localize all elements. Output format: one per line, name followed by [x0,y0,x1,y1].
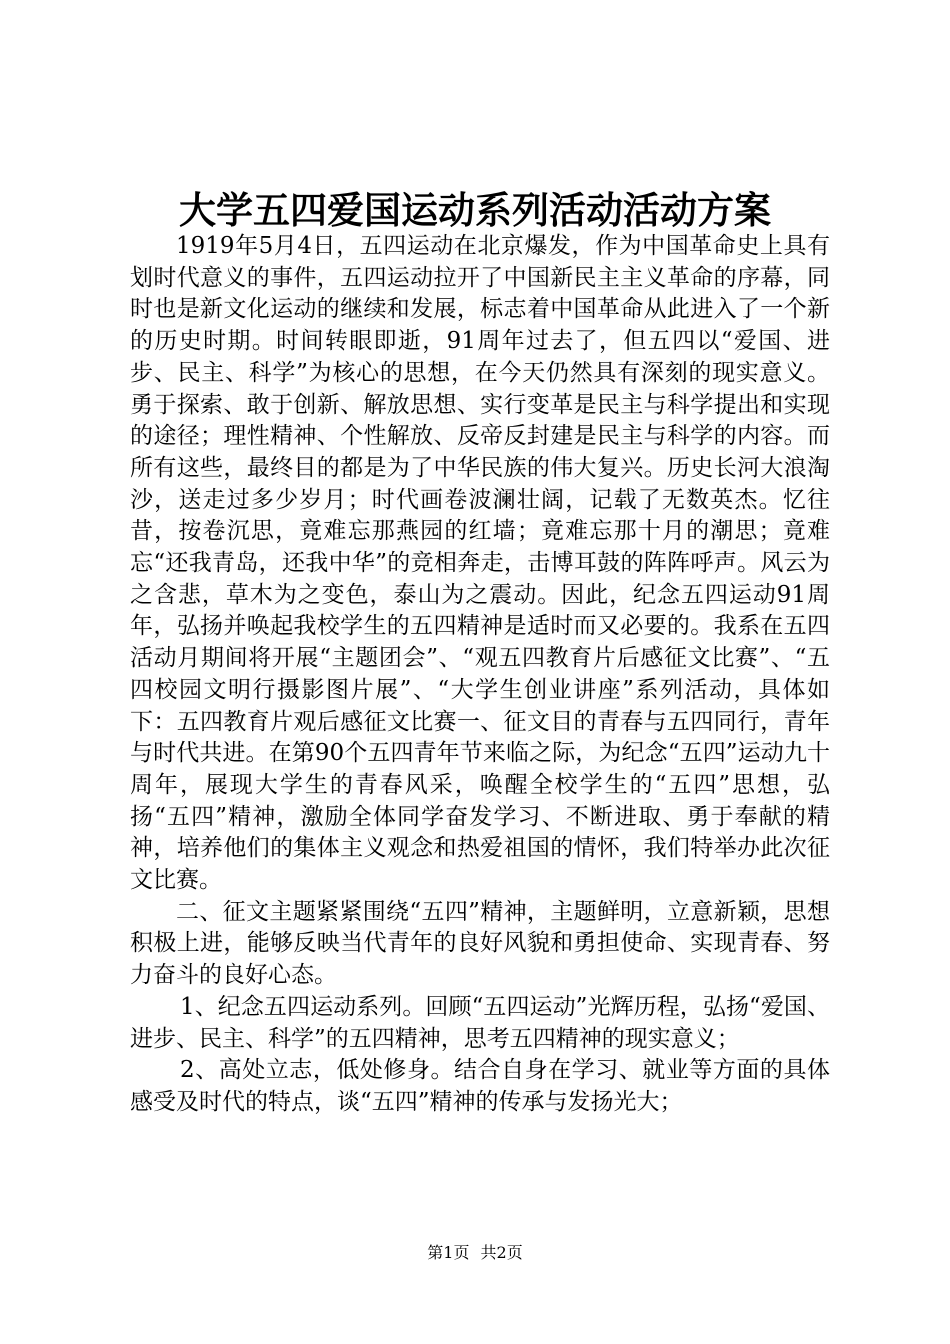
paragraph-theme: 二、征文主题紧紧围绕“五四”精神，主题鲜明，立意新颖，思想积极上进，能够反映当代青年的良好风貌和勇担使命、实现青春、努力奋斗的良好心态。 [130,898,830,989]
paragraph-item-1: 1、纪念五四运动系列。回顾“五四运动”光辉历程，弘扬“爱国、进步、民主、科学”的五四精神，思考五四精神的现实意义； [130,993,830,1052]
page-total: 共2页 [480,1243,523,1262]
page-footer [0,1243,950,1263]
document-body [130,231,830,1119]
paragraph-intro: 1919年5月4日，五四运动在北京爆发，作为中国革命史上具有划时代意义的事件，五四运动拉开了中国新民主主义革命的序幕，同时也是新文化运动的继续和发展，标志着中国革命从此进入了一个新的历史时期。时间转眼即逝，91周年过去了，但五四以“爱国、进步、民主、科学”为核心的思想，在今天仍然具有深刻的现实意义。勇于探索、敢于创新、解放思想、实行变革是民主与科学提出和实现的途径；理性精神、个性解放、反帝反封建是民主与科学的内容。而所有这些，最终目的都是为了中华民族的伟大复兴。历史长河大浪淘沙，送走过多少岁月；时代画卷波澜壮阔，记载了无数英杰。忆往昔，按卷沉思，竟难忘那燕园的红墙；竟难忘那十月的潮思；竟难忘“还我青岛，还我中华”的竞相奔走，击博耳鼓的阵阵呼声。风云为之含悲，草木为之变色，泰山为之震动。因此，纪念五四运动91周年，弘扬并唤起我校学生的五四精神是适时而又必要的。我系在五四活动月期间将开展“主题团会”、“观五四教育片后感征文比赛”、“五四校园文明行摄影图片展”、“大学生创业讲座”系列活动，具体如下：五四教育片观后感征文比赛一、征文目的青春与五四同行，青年与时代共进。在第90个五四青年节来临之际，为纪念“五四”运动九十周年，展现大学生的青春风采，唤醒全校学生的“五四”思想，弘扬“五四”精神，激励全体同学奋发学习、不断进取、勇于奉献的精神，培养他们的集体主义观念和热爱祖国的情怀，我们特举办此次征文比赛。 [130,233,830,894]
page-number: 第1页 [427,1243,470,1262]
document-title: 大学五四爱国运动系列活动活动方案 [179,188,771,232]
paragraph-item-2: 2、高处立志，低处修身。结合自身在学习、就业等方面的具体感受及时代的特点，谈“五四”精神的传承与发扬光大； [130,1057,830,1115]
